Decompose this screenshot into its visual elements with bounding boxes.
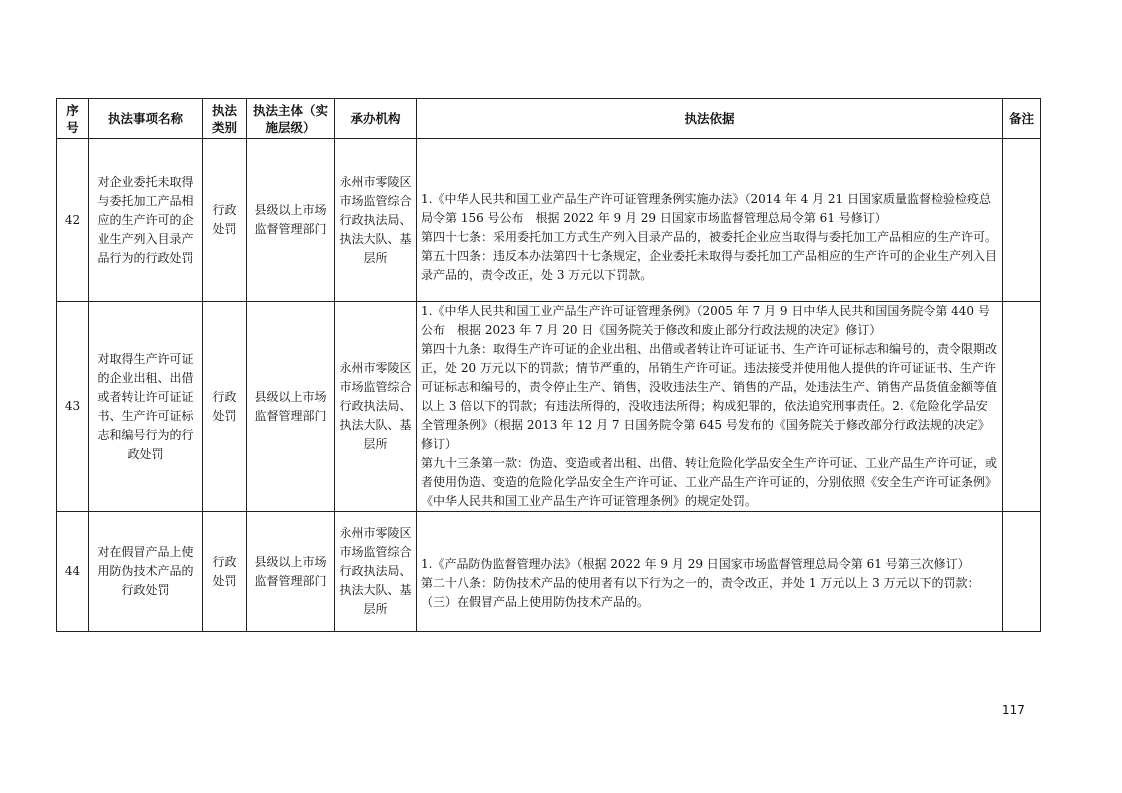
basis-paragraph: 第四十七条：采用委托加工方式生产列入目录产品的，被委托企业应当取得与委托加工产品相应的生产许可。第五十四条：违反本办法第四十七条规定，企业委托未取得与委托加工产品相应的生产许可的企业生产列入目录产品的，责令改正，处 3 万元以下罚款。 (421, 229, 998, 282)
header-basis: 执法依据 (417, 99, 1003, 139)
row-basis (417, 139, 1003, 302)
row-remark (1003, 512, 1041, 632)
header-item: 执法事项名称 (89, 99, 203, 139)
header-no: 序号 (57, 99, 89, 139)
basis-paragraph: 第二十八条：防伪技术产品的使用者有以下行为之一的，责令改正，并处 1 万元以上 3 万元以下的罚款：（三）在假冒产品上使用防伪技术产品的。 (421, 576, 980, 609)
row-no: 42 (57, 139, 89, 302)
header-org: 承办机构 (335, 99, 417, 139)
row-subject: 县级以上市场监督管理部门 (247, 302, 335, 512)
row-item: 对在假冒产品上使用防伪技术产品的行政处罚 (89, 512, 203, 632)
header-subject: 执法主体（实施层级） (247, 99, 335, 139)
basis-paragraph: 1.《中华人民共和国工业产品生产许可证管理条例实施办法》（2014 年 4 月 21 日国家质量监督检验检疫总局令第 156 号公布 根据 2022 年 9 月 29 日国家市场监督管理总局令第 61 号修订） (421, 191, 991, 225)
row-remark (1003, 302, 1041, 512)
enforcement-table (56, 98, 1041, 632)
row-org: 永州市零陵区市场监管综合行政执法局、执法大队、基层所 (335, 302, 417, 512)
page-number: 117 (1002, 703, 1025, 717)
header-category: 执法类别 (203, 99, 247, 139)
table-row (57, 139, 1041, 302)
table-row (57, 512, 1041, 632)
row-org: 永州市零陵区市场监管综合行政执法局、执法大队、基层所 (335, 512, 417, 632)
basis-paragraph: 第九十三条第一款：伪造、变造或者出租、出借、转让危险化学品安全生产许可证、工业产品生产许可证，或者使用伪造、变造的危险化学品安全生产许可证、工业产品生产许可证的，分别依照《安全生产许可证条例》《中华人民共和国工业产品生产许可证管理条例》的规定处罚。 (421, 456, 998, 508)
basis-paragraph: 1.《产品防伪监督管理办法》（根据 2022 年 9 月 29 日国家市场监督管理总局令第 61 号第三次修订） (421, 557, 970, 571)
header-remark: 备注 (1003, 99, 1041, 139)
header-row (57, 99, 1041, 139)
row-item: 对企业委托未取得与委托加工产品相应的生产许可的企业生产列入目录产品行为的行政处罚 (89, 139, 203, 302)
row-subject: 县级以上市场监督管理部门 (247, 512, 335, 632)
row-no: 43 (57, 302, 89, 512)
row-no: 44 (57, 512, 89, 632)
basis-paragraph: 第四十九条：取得生产许可证的企业出租、出借或者转让许可证证书、生产许可证标志和编号的，责令限期改正，处 20 万元以下的罚款；情节严重的，吊销生产许可证。违法接受并使用他人提供的许可证证书、生产许可证标志和编号的，责令停止生产、销售，没收违法生产、销售的产品，处违法生产、销售产品货值金额等值以上 3 倍以下的罚款；有违法所得的，没收违法所得；构成犯罪的，依法追究刑事责任。2.《危险化学品安全管理条例》（根据 2013 年 12 月 7 日国务院令第 645 号发布的《国务院关于修改部分行政法规的决定》修订） (421, 342, 998, 451)
row-category: 行政处罚 (203, 139, 247, 302)
row-remark (1003, 139, 1041, 302)
row-category: 行政处罚 (203, 512, 247, 632)
table-row (57, 302, 1041, 512)
row-basis (417, 302, 1003, 512)
row-basis (417, 512, 1003, 632)
row-category: 行政处罚 (203, 302, 247, 512)
row-subject: 县级以上市场监督管理部门 (247, 139, 335, 302)
basis-paragraph: 1.《中华人民共和国工业产品生产许可证管理条例》（2005 年 7 月 9 日中华人民共和国国务院令第 440 号公布 根据 2023 年 7 月 20 日《国务院关于修改和废止部分行政法规的决定》修订） (421, 304, 990, 337)
row-org: 永州市零陵区市场监管综合行政执法局、执法大队、基层所 (335, 139, 417, 302)
row-item: 对取得生产许可证的企业出租、出借或者转让许可证证书、生产许可证标志和编号行为的行政处罚 (89, 302, 203, 512)
